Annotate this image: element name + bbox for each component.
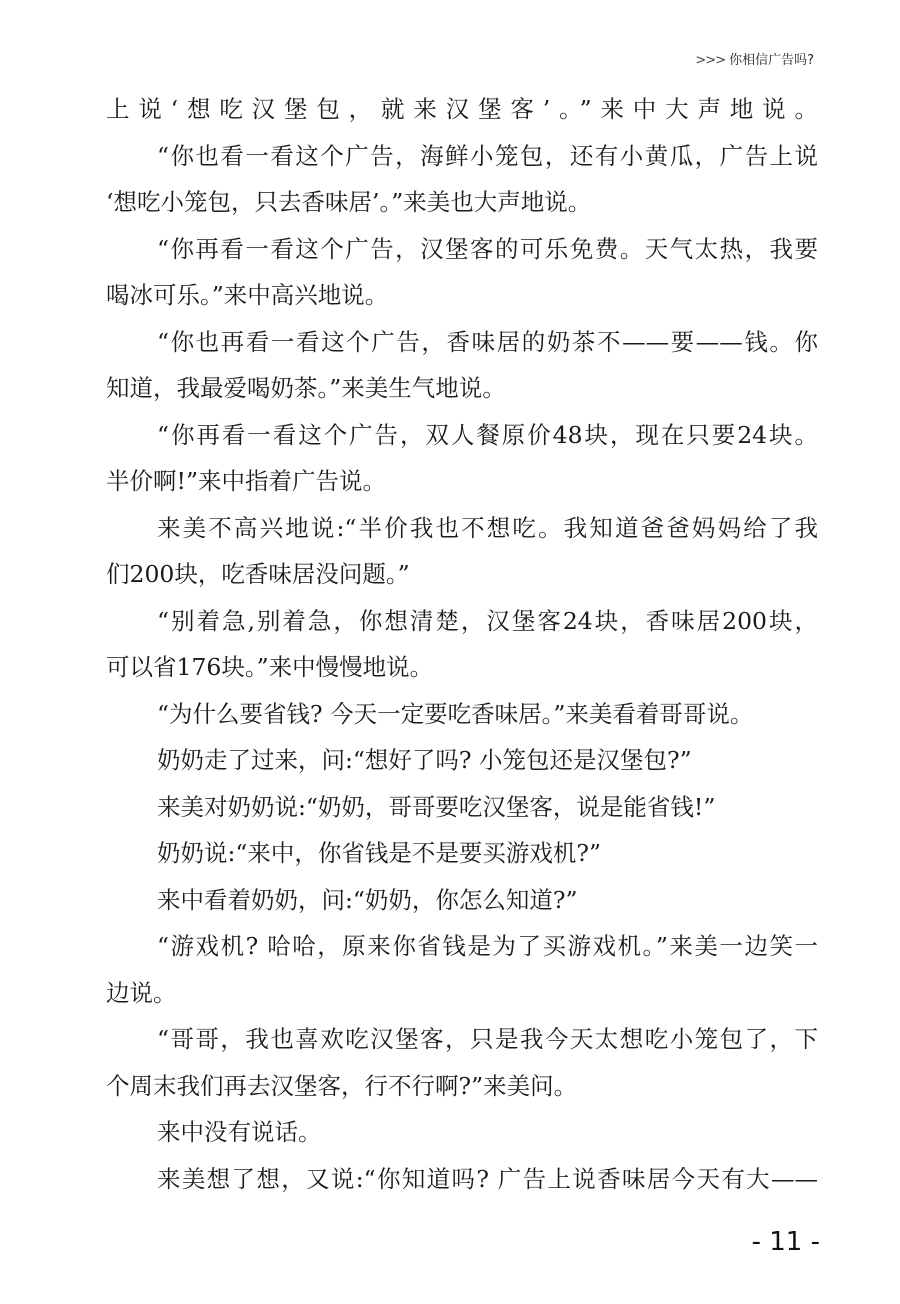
text-line: 来美不高兴地说:“半价我也不想吃。我知道爸爸妈妈给了我 [157,513,818,542]
text-line: 奶奶说:“来中，你省钱是不是要买游戏机?” [157,839,602,867]
text-line: “哥哥，我也喜欢吃汉堡客，只是我今天太想吃小笼包了，下 [157,1025,818,1053]
text-line: 边说。 [106,978,177,1007]
text-line: 上说‘想吃汉堡包，就来汉堡客’。”来中大声地说。 [106,95,818,123]
header-title: 你相信广告吗? [729,53,814,68]
text-line: “你也看一看这个广告，海鲜小笼包，还有小黄瓜，广告上说 [157,141,818,170]
page-number: - 11 - [751,1227,820,1257]
running-header [695,49,814,68]
text-line: 奶奶走了过来，问:“想好了吗? 小笼包还是汉堡包?” [157,746,692,774]
text-line: “你再看一看这个广告，汉堡客的可乐免费。天气太热，我要 [157,234,818,263]
header-arrows: >>> [695,53,726,68]
text-line: 来中看着奶奶，问:“奶奶，你怎么知道?” [157,885,578,914]
text-line: 来美对奶奶说:“奶奶，哥哥要吃汉堡客，说是能省钱!” [157,792,716,821]
text-line: “你再看一看这个广告，双人餐原价48块，现在只要24块。 [157,420,818,449]
text-line: 们200块，吃香味居没问题。” [106,560,410,588]
text-line: 来中没有说话。 [157,1118,322,1146]
text-line: “你也再看一看这个广告，香味居的奶茶不——要——钱。你 [157,327,818,356]
text-line: “游戏机? 哈哈，原来你省钱是为了买游戏机。”来美一边笑一 [157,932,818,960]
text-line: 半价啊!”来中指着广告说。 [106,467,386,495]
text-line: 喝冰可乐。”来中高兴地说。 [106,281,389,309]
text-line: “为什么要省钱? 今天一定要吃香味居。”来美看着哥哥说。 [157,699,754,728]
text-line: 来美想了想，又说:“你知道吗? 广告上说香味居今天有大—— [157,1164,818,1193]
text-line: 知道，我最爱喝奶茶。”来美生气地说。 [106,374,506,402]
text-line: ‘想吃小笼包，只去香味居’。”来美也大声地说。 [106,188,592,216]
text-line: 个周末我们再去汉堡客，行不行啊?”来美问。 [106,1071,578,1100]
story-text [106,86,818,1202]
text-line: “别着急,别着急，你想清楚，汉堡客24块，香味居200块， [157,606,818,635]
text-line: 可以省176块。”来中慢慢地说。 [106,653,434,681]
